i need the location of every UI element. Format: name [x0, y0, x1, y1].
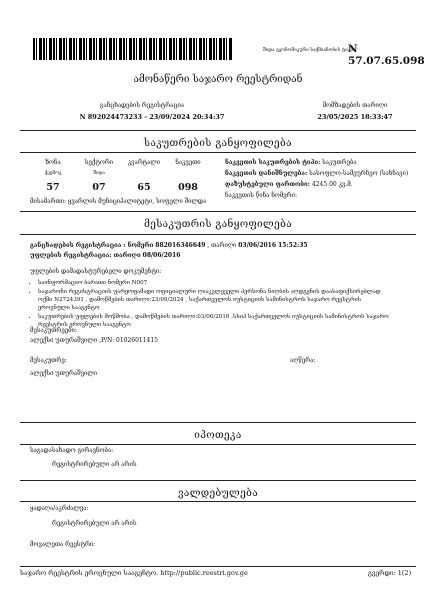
barcode	[33, 38, 233, 60]
parcel-value: 098	[178, 182, 198, 193]
mortgage-section-title: იპოთეკა	[194, 430, 242, 441]
owner-section-title: მესაკუთრის განყოფილება	[143, 219, 293, 230]
encumbrance-label: ყადაღა/აკრძალვა:	[30, 505, 89, 512]
land-area	[225, 181, 353, 188]
share-label: აღწერა:	[290, 357, 316, 364]
sector-label: სექტორი	[84, 159, 114, 166]
encumbrance-value: რეგისტრირებული არ არის	[52, 520, 137, 527]
mortgage-subject-value: რეგისტრირებული არ არის	[52, 461, 137, 468]
sector-value: 07	[92, 182, 106, 193]
parcel-label: ნაკვეთი	[175, 159, 201, 166]
divider	[20, 130, 416, 131]
rights-reg-label: უფლების რეგისტრაცია: თარიღი	[30, 252, 141, 259]
land-area-label: დაზუსტებული ფართობი:	[225, 181, 310, 188]
basis-item: • საჯაროჩი რეგისტრაციის უარყოფამადი ოფიციალური ღიაკვლეველი პერსონა ნიღბის აღდგენის დაასაფიქსირებლად ოქმი N2724391 , დამოწმების თარიღი:23/09/2024 , საქართველოს იუსტიციის სამინისტროს საჯარო რეესტრის ეროვნული სააგენტო	[38, 288, 390, 312]
owners-label: მესაკუთრეები:	[30, 327, 77, 334]
sector-sub: შიდა	[93, 171, 105, 176]
ownership-type-label: ნაკვეთის საკუთრების ტიპი:	[225, 159, 321, 166]
basis-documents	[30, 279, 390, 330]
owners-value: ალექსი უთურაშვილი ,P/N: 01026011415	[30, 337, 158, 344]
divider	[20, 480, 416, 481]
rights-reg-date: 08/06/2016	[142, 252, 181, 259]
divider	[20, 501, 416, 502]
divider	[20, 422, 416, 423]
ownership-type	[225, 159, 357, 166]
property-section-title: საკუთრების განყოფილება	[144, 138, 292, 149]
basis-item: • საკუთრების უფლების მოწმობა , დამოწმების თარიღი:03/06/2016 ,სსიპ საქართველოს იუსტიციის სამინისტროს საჯარო რეესტრის ეროვნული სააგენტო	[38, 313, 390, 329]
property-address: მისამართი: ყვარლის მუნიციპალიტეტი, სოფელი შილდა	[30, 198, 207, 205]
prepared-date-value: 23/05/2025 18:33:47	[317, 113, 393, 121]
quarter-value: 65	[137, 182, 151, 193]
land-area-value: 4245.00 კვ.მ.	[311, 181, 353, 188]
application-reg-label: განცხადების რეგისტრაცია	[99, 102, 185, 109]
divider	[20, 152, 416, 153]
zone-value: 57	[46, 182, 60, 193]
owner-application-reg	[30, 242, 308, 249]
rights-registration	[30, 252, 180, 259]
land-purpose-label: ნაკვეთის დანიშნულება:	[225, 170, 308, 177]
owner-reg-number: 882016346649	[155, 242, 206, 249]
basis-documents-title: უფლების დამადასტურებელი დოკუმენტი:	[30, 268, 162, 275]
owner-reg-date-label: , თარიღი	[207, 242, 237, 249]
debtors-registry-label: მოვალეთა რეესტრი:	[30, 541, 96, 548]
mortgage-subject-label: საგადასახადო გირავნობა:	[30, 447, 114, 454]
prepared-date-label: მომზადების თარიღი	[322, 102, 388, 109]
quarter-label: კვარტალი	[127, 159, 161, 166]
basis-item: • საინფორმაციო ბარათი ნომერი N007	[38, 279, 390, 287]
header-registry-small: შიდა ეკონომიკური საქმიანობის ტიპი	[263, 48, 354, 53]
previous-number-label: ნაკვეთის წინა ნომერი:	[225, 192, 297, 199]
land-purpose-value: სასოფლო-სამეურნეო (სახნავი)	[309, 170, 409, 177]
divider	[20, 234, 416, 235]
document-title: ამონაწერი საჯარო რეესტრიდან	[133, 74, 303, 85]
divider	[20, 211, 416, 212]
page-indicator: გვერდი: 1(2)	[368, 569, 412, 577]
document-number: N 57.07.65.098	[348, 43, 425, 67]
footer-agency: საჯარო რეესტრის ეროვნული სააგენტო. http://public.reestri.gov.ge	[20, 569, 248, 577]
ownership-type-value: საკუთრება	[322, 159, 357, 166]
owner2-label: მესაკუთრე:	[30, 357, 67, 364]
zone-sub: ქვემოკ	[44, 171, 62, 176]
owner2-value: ალექსი უთურაშვილი	[30, 370, 98, 377]
land-purpose	[225, 170, 408, 177]
encumbrance-section-title: ვალდებულება	[177, 488, 259, 499]
footer-divider	[20, 566, 416, 567]
owner-reg-label: განცხადების რეგისტრაცია : ნომერი	[30, 242, 154, 249]
application-reg-value: N 892024473233 - 23/09/2024 20:34:37	[79, 113, 225, 121]
owner-reg-date: 03/06/2016 15:52:35	[238, 242, 308, 249]
divider	[20, 444, 416, 445]
zone-label: ზონა	[45, 159, 61, 166]
